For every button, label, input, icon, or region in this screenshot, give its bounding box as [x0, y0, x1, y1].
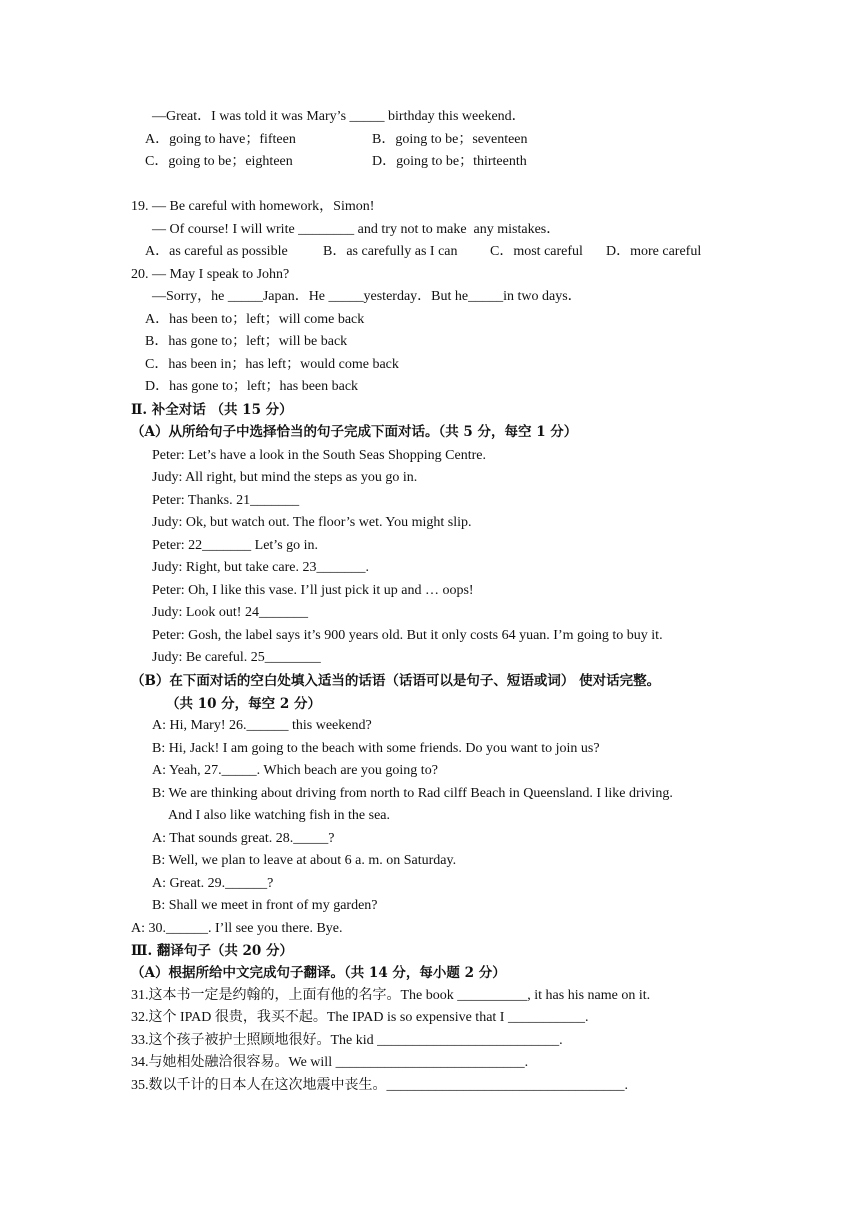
q20-option-d: D．has gone to；left；has been back: [145, 379, 359, 394]
q20-option-c: C．has been in；has left；would come back: [145, 357, 399, 372]
q18-option-a: A．going to have；fifteen: [145, 132, 296, 147]
dialogue-b-line: B: Hi, Jack! I am going to the beach with some friends. Do you want to join us?: [152, 741, 600, 756]
translation-item: 33.这个孩子被护士照顾地很好。The kid __________________________.: [131, 1033, 563, 1048]
dialogue-b-line: B: Well, we plan to leave at about 6 a. m. on Saturday.: [152, 853, 457, 868]
q19-option-a: A．as careful as possible: [145, 244, 288, 259]
dialogue-a-line: Judy: Ok, but watch out. The floor’s wet. You might slip.: [152, 515, 472, 530]
q19-stem: 19. — Be careful with homework，Simon!: [131, 199, 375, 214]
dialogue-b-line: B: We are thinking about driving from north to Rad cilff Beach in Queensland. I like driving.: [152, 786, 673, 801]
dialogue-a-line: Peter: Let’s have a look in the South Seas Shopping Centre.: [152, 448, 487, 463]
dialogue-a-line: Judy: Right, but take care. 23_______.: [152, 560, 369, 575]
section2-partB-title-cont: （共 10 分，每空 2 分）: [166, 696, 321, 712]
dialogue-a-line: Judy: Look out! 24_______: [152, 605, 308, 620]
dialogue-b-line: A: Yeah, 27._____. Which beach are you going to?: [152, 763, 438, 778]
dialogue-b-line: A: That sounds great. 28._____?: [152, 831, 335, 846]
q19-line2: — Of course! I will write ________ and try not to make any mistakes．: [152, 222, 561, 237]
translation-item: 31.这本书一定是约翰的，上面有他的名字。The book __________, it has his name on it.: [131, 988, 651, 1003]
dialogue-a-line: Peter: 22_______ Let’s go in.: [152, 538, 319, 553]
dialogue-b-line: A: Hi, Mary! 26.______ this weekend?: [152, 718, 372, 733]
q19-option-b: B．as carefully as I can: [323, 244, 458, 259]
q18-option-d: D．going to be；thirteenth: [372, 154, 527, 169]
translation-item: 35.数以千计的日本人在这次地震中丧生。__________________________________.: [131, 1078, 628, 1093]
dialogue-a-line: Peter: Gosh, the label says it’s 900 years old. But it only costs 64 yuan. I’m going to buy it.: [152, 628, 663, 643]
section2-partB-title: （B）在下面对话的空白处填入适当的话语（话语可以是句子、短语或词） 使对话完整。: [131, 673, 661, 689]
q18-option-c: C．going to be；eighteen: [145, 154, 293, 169]
q20-option-b: B．has gone to；left；will be back: [145, 334, 348, 349]
translation-item: 32.这个 IPAD 很贵，我买不起。The IPAD is so expensive that I ___________.: [131, 1010, 589, 1025]
dialogue-a-line: Judy: Be careful. 25________: [152, 650, 321, 665]
translation-item: 34.与她相处融洽很容易。We will ___________________________.: [131, 1055, 529, 1070]
q18-line: —Great．I was told it was Mary’s _____ birthday this weekend．: [152, 109, 526, 124]
dialogue-b-line: B: Shall we meet in front of my garden?: [152, 898, 378, 913]
q20-line2: —Sorry，he _____Japan．He _____yesterday．But he_____in two days．: [152, 289, 582, 304]
dialogue-b-line: A: Great. 29.______?: [152, 876, 274, 891]
q18-option-b: B．going to be；seventeen: [372, 132, 528, 147]
section2-partA-title: （A）从所给句子中选择恰当的句子完成下面对话。（共 5 分，每空 1 分）: [131, 424, 578, 440]
q19-option-d: D．more careful: [606, 244, 702, 259]
dialogue-a-line: Judy: All right, but mind the steps as you go in.: [152, 470, 418, 485]
section2-title: Ⅱ. 补全对话 （共 15 分）: [131, 402, 293, 418]
dialogue-a-line: Peter: Oh, I like this vase. I’ll just pick it up and … oops!: [152, 583, 474, 598]
q20-option-a: A．has been to；left；will come back: [145, 312, 365, 327]
q19-option-c: C．most careful: [490, 244, 583, 259]
section3-partA-title: （A）根据所给中文完成句子翻译。（共 14 分，每小题 2 分）: [131, 965, 506, 981]
q20-stem: 20. — May I speak to John?: [131, 267, 290, 282]
dialogue-b-last-line: A: 30.______. I’ll see you there. Bye.: [131, 921, 343, 936]
dialogue-b-line: And I also like watching fish in the sea.: [168, 808, 391, 823]
dialogue-a-line: Peter: Thanks. 21_______: [152, 493, 300, 508]
section3-title: Ⅲ. 翻译句子（共 20 分）: [131, 943, 294, 959]
